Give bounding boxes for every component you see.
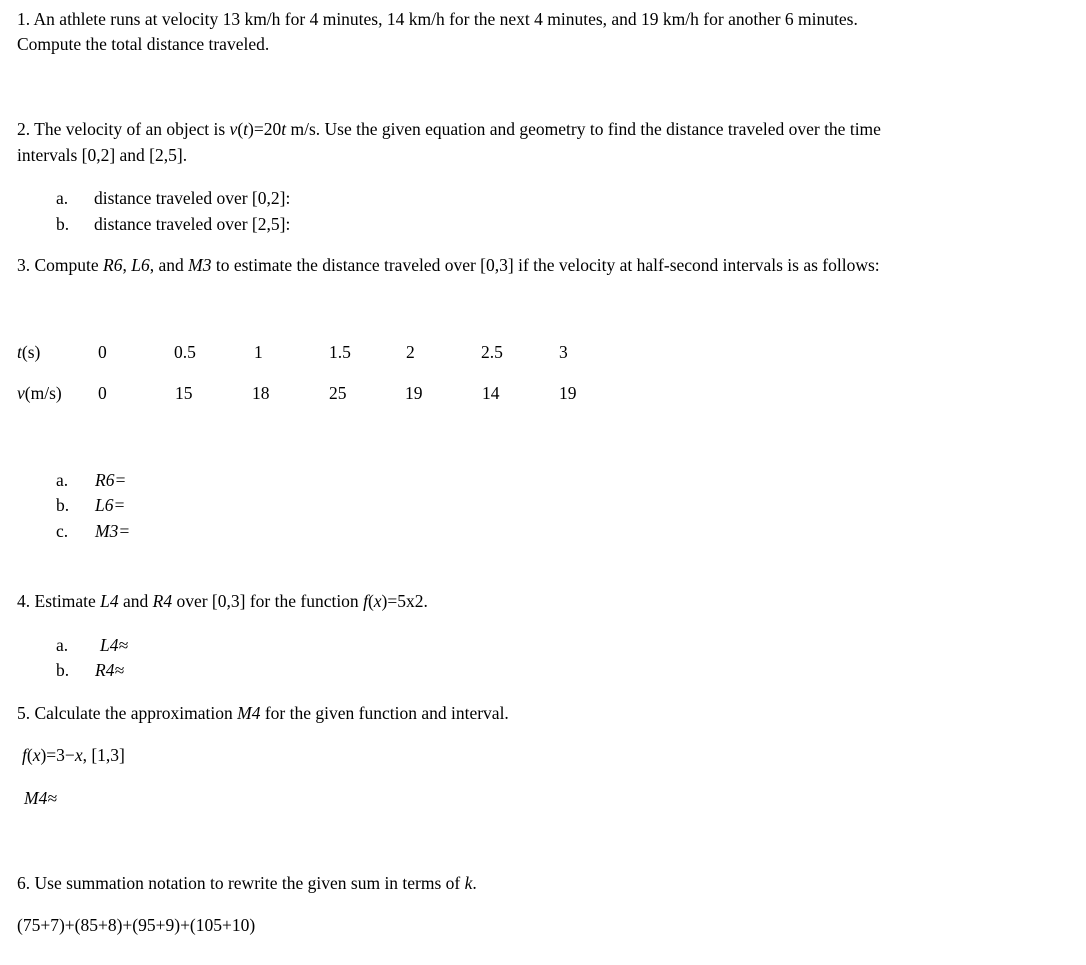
q5-f: f (22, 745, 27, 765)
q6-intro-end: . (472, 873, 477, 893)
q3-part-c-text: M3= (95, 521, 131, 541)
q3-sep1: , (122, 255, 132, 275)
q5-end: , [1,3] (82, 745, 125, 765)
q2-var-t: t (243, 119, 249, 139)
q3-r6: R6 (103, 255, 123, 275)
table-t-cell: 0.5 (174, 342, 196, 362)
q2-text-d: m/s. Use the given equation and geometry to find the distance traveled over the time (286, 119, 881, 139)
q5-intro-a: 5. Calculate the approximation (17, 703, 238, 723)
table-v-cell: 25 (329, 383, 347, 403)
table-t-cell: 3 (559, 342, 568, 362)
table-row-label-t (17, 344, 40, 362)
q3-intro-b: to estimate the distance traveled over [0,3] if the velocity at half-second intervals is as follows: (211, 255, 880, 275)
table-unit-ms: (m/s) (24, 383, 62, 403)
q5-intro-b: for the given function and interval. (260, 703, 509, 723)
q5-mid: )=3− (40, 745, 75, 765)
q3-l6: L6 (131, 255, 150, 275)
table-v-cell: 19 (405, 383, 423, 403)
q4-x: x (373, 591, 382, 611)
table-v-cell: 14 (482, 383, 500, 403)
q3-m3: M3 (188, 255, 212, 275)
table-var-t: t (17, 342, 22, 362)
table-row-label-v (17, 385, 62, 403)
q4-r4: R4 (152, 591, 173, 611)
q4-paren: ( (367, 591, 374, 611)
table-unit-s: (s) (21, 342, 41, 362)
table-v-cell: 19 (559, 383, 577, 403)
q6-k: k (464, 873, 473, 893)
table-t-cell: 2 (406, 342, 415, 362)
q2-part-a-label: a. (56, 188, 69, 208)
q5-intro (17, 705, 509, 723)
q2-text-line1 (17, 121, 881, 139)
q4-part-b-label: b. (56, 660, 70, 680)
q6-intro-text: 6. Use summation notation to rewrite the given sum in terms of (17, 873, 465, 893)
q4-intro (17, 593, 428, 611)
q5-x2: x (74, 745, 83, 765)
q5-answer: M4≈ (24, 788, 57, 808)
q5-paren: ( (26, 745, 33, 765)
q5-x: x (32, 745, 41, 765)
q3-part-b-label: b. (56, 495, 70, 515)
table-v-cell: 15 (175, 383, 193, 403)
q4-intro-b: and (118, 591, 153, 611)
q4-part-a-text: L4≈ (100, 635, 129, 655)
q4-l4: L4 (100, 591, 119, 611)
table-t-cell: 1.5 (329, 342, 351, 362)
q5-function (22, 747, 125, 765)
table-v-cell: 18 (252, 383, 270, 403)
q2-text-a: 2. The velocity of an object is (17, 119, 230, 139)
q3-intro (17, 257, 880, 275)
q4-f: f (363, 591, 368, 611)
q3-part-a-label: a. (56, 470, 69, 490)
q2-text-c: )=20 (248, 119, 282, 139)
q2-text-b: ( (237, 119, 244, 139)
q2-part-a-text: distance traveled over [0,2]: (94, 188, 291, 208)
q3-sep2: , and (149, 255, 189, 275)
q3-part-b-text: L6= (95, 495, 126, 515)
q1-text-line2: Compute the total distance traveled. (17, 34, 270, 54)
table-var-v: v (17, 383, 25, 403)
q5-m4: M4 (237, 703, 261, 723)
q4-part-a-label: a. (56, 635, 69, 655)
q3-intro-a: 3. Compute (17, 255, 104, 275)
q4-intro-c: over [0,3] for the function (172, 591, 364, 611)
q3-part-c-label: c. (56, 521, 69, 541)
q6-intro (17, 875, 477, 893)
q1-text-line1: 1. An athlete runs at velocity 13 km/h for 4 minutes, 14 km/h for the next 4 minutes, and 19 km/h for another 6 minutes. (17, 9, 858, 29)
table-t-cell: 2.5 (481, 342, 503, 362)
q4-part-b-text: R4≈ (95, 660, 125, 680)
q4-intro-a: 4. Estimate (17, 591, 101, 611)
table-t-cell: 0 (98, 342, 107, 362)
q2-var-t2: t (281, 119, 287, 139)
q2-var-v: v (229, 119, 238, 139)
q2-text-line2: intervals [0,2] and [2,5]. (17, 145, 188, 165)
q4-intro-d: )=5x2. (381, 591, 428, 611)
q3-part-a-text: R6= (95, 470, 127, 490)
q6-sum: (75+7)+(85+8)+(95+9)+(105+10) (17, 915, 256, 935)
q2-part-b-text: distance traveled over [2,5]: (94, 214, 291, 234)
q2-part-b-label: b. (56, 214, 70, 234)
table-t-cell: 1 (254, 342, 263, 362)
table-v-cell: 0 (98, 383, 107, 403)
